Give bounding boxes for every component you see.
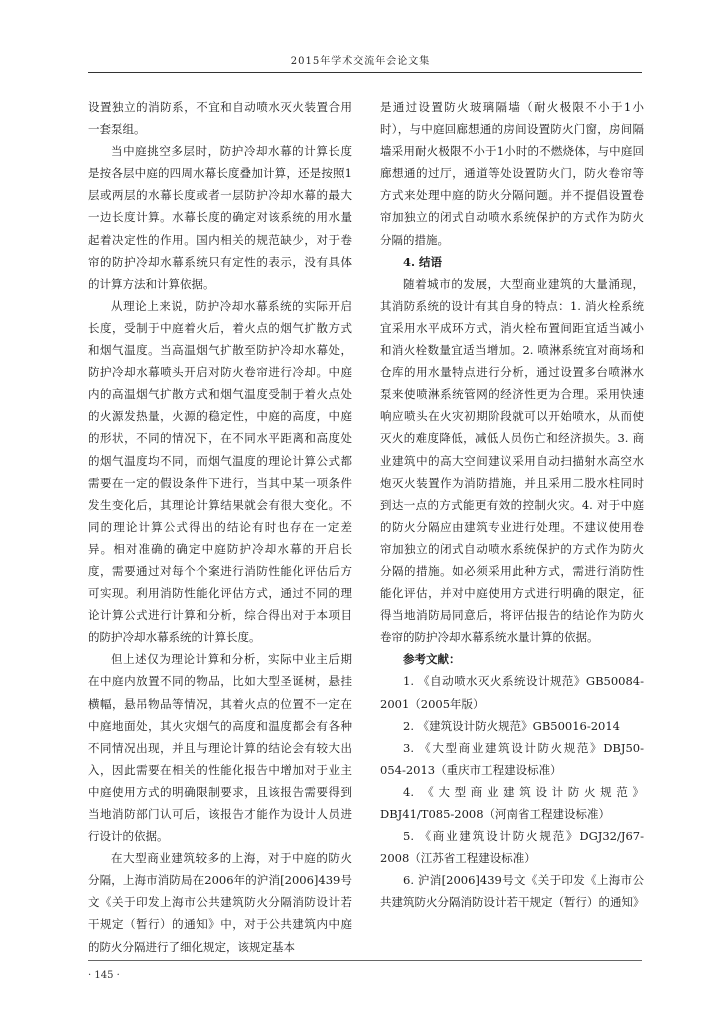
header-rule (88, 72, 642, 73)
references-heading: 参考文献： (403, 652, 461, 667)
reference-item: 6. 沪消[2006]439号文《关于印发《上海市公共建筑防火分隔消防设计若干规定（暂行）的通知》 (380, 873, 645, 910)
running-header: 2015年学术交流年会论文集 (290, 56, 431, 67)
reference-item: 3. 《大型商业建筑设计防火规范》DBJ50-054-2013（重庆市工程建设标准） (380, 740, 644, 777)
paragraph: 但上述仅为理论计算和分析，实际中业主后期在中庭内放置不同的物品，比如大型圣诞树，悬挂横幅，悬吊物品等情况，其着火点的位置不一定在中庭地面处，其火灾烟气的高度和温度都会有各种不同情况出现，并且与理论计算的结论会有较大出入，因此需要在相关的性能化报告中增加对于业主中庭使用方式的明确限制要求，且该报告需要得到当地消防部门认可后，该报告才能作为设计人员进行设计的依据。 (88, 652, 352, 844)
paragraph: 在大型商业建筑较多的上海，对于中庭的防火分隔，上海市消防局在2006年的沪消[2006]439号文《关于印发上海市公共建筑防火分隔消防设计若干规定（暂行）的通知》中，对于公共建筑内中庭的防火分隔进行了细化规定，该规定基本 (88, 851, 352, 954)
left-column (88, 96, 352, 958)
paragraph: 从理论上来说，防护冷却水幕系统的实际开启长度，受制于中庭着火后，着火点的烟气扩散方式和烟气温度。当高温烟气扩散至防护冷却水幕处，防护冷却水幕喷头开启对防火卷帘进行冷却。中庭内的高温烟气扩散方式和烟气温度受制于着火点处的火源发热量，火源的稳定性，中庭的高度，中庭的形状，不同的情况下，在不同水平距离和高度处的烟气温度均不同，而烟气温度的理论计算公式都需要在一定的假设条件下进行，当其中某一项条件发生变化后，其理论计算结果就会有很大变化。不同的理论计算公式得出的结论有时也存在一定差异。相对准确的确定中庭防护冷却水幕的开启长度，需要通过对每个个案进行消防性能化评估后方可实现。利用消防性能化评估方式，通过不同的理论计算公式进行计算和分析，综合得出对于本项目的防护冷却水幕系统的计算长度。 (88, 298, 352, 645)
paragraph: 随着城市的发展，大型商业建筑的大量涌现，其消防系统的设计有其自身的特点：1. 消火栓系统宜采用水平成环方式，消火栓布置间距宜适当减小和消火栓数量宜适当增加。2. 喷淋系统宜对商场和仓库的用水量特点进行分析，通过设置多台喷淋水泵来使喷淋系统管网的经济性更为合理。采用快速响应喷头在火灾初期阶段就可以开始喷水，从而使灭火的难度降低，减低人员伤亡和经济损失。3. 商业建筑中的高大空间建议采用自动扫描射水高空水炮灭火装置作为消防措施，并且采用二股水柱同时到达一点的方式能更有效的控制火灾。4. 对于中庭的防火分隔应由建筑专业进行处理。不建议使用卷帘加独立的闭式自动喷水系统保护的方式作为防火分隔的措施。如必须采用此种方式，需进行消防性能化评估，并对中庭使用方式进行明确的限定，征得当地消防局同意后，将评估报告的结论作为防火卷帘的防护冷却水幕系统水量计算的依据。 (380, 276, 644, 645)
page-number: · 145 · (88, 970, 120, 981)
paragraph: 当中庭挑空多层时，防护冷却水幕的计算长度是按各层中庭的四周水幕长度叠加计算，还是按照1层或两层的水幕长度或者一层防护冷却水幕的最大一边长度计算。水幕长度的确定对该系统的用水量起着决定性的作用。国内相关的规范缺少，对于卷帘的防护冷却水幕系统只有定性的表示，没有具体的计算方法和计算依据。 (88, 144, 352, 291)
right-column (380, 96, 644, 913)
reference-item: 5. 《商业建筑设计防火规范》DGJ32/J67-2008（江苏省工程建设标准） (380, 829, 644, 866)
footer-rule (88, 960, 642, 961)
reference-item: 4. 《大型商业建筑设计防火规范》DBJ41/T085-2008（河南省工程建设标准） (380, 784, 644, 821)
reference-item: 2. 《建筑设计防火规范》GB50016-2014 (403, 718, 620, 733)
paragraph: 是通过设置防火玻璃隔墙（耐火极限不小于1小时），与中庭回廊想通的房间设置防火门窗，房间隔墙采用耐火极限不小于1小时的不燃烧体，与中庭回廊想通的过厅，通道等处设置防火门，防火卷帘等方式来处理中庭的防火分隔问题。并不提倡设置卷帘加独立的闭式自动喷水系统保护的方式作为防火分隔的措施。 (380, 100, 644, 247)
section-heading: 4. 结语 (403, 254, 443, 269)
paragraph: 设置独立的消防系，不宜和自动喷水灭火装置合用一套泵组。 (88, 100, 352, 137)
reference-item: 1. 《自动喷水灭火系统设计规范》GB50084-2001（2005年版） (380, 674, 644, 711)
